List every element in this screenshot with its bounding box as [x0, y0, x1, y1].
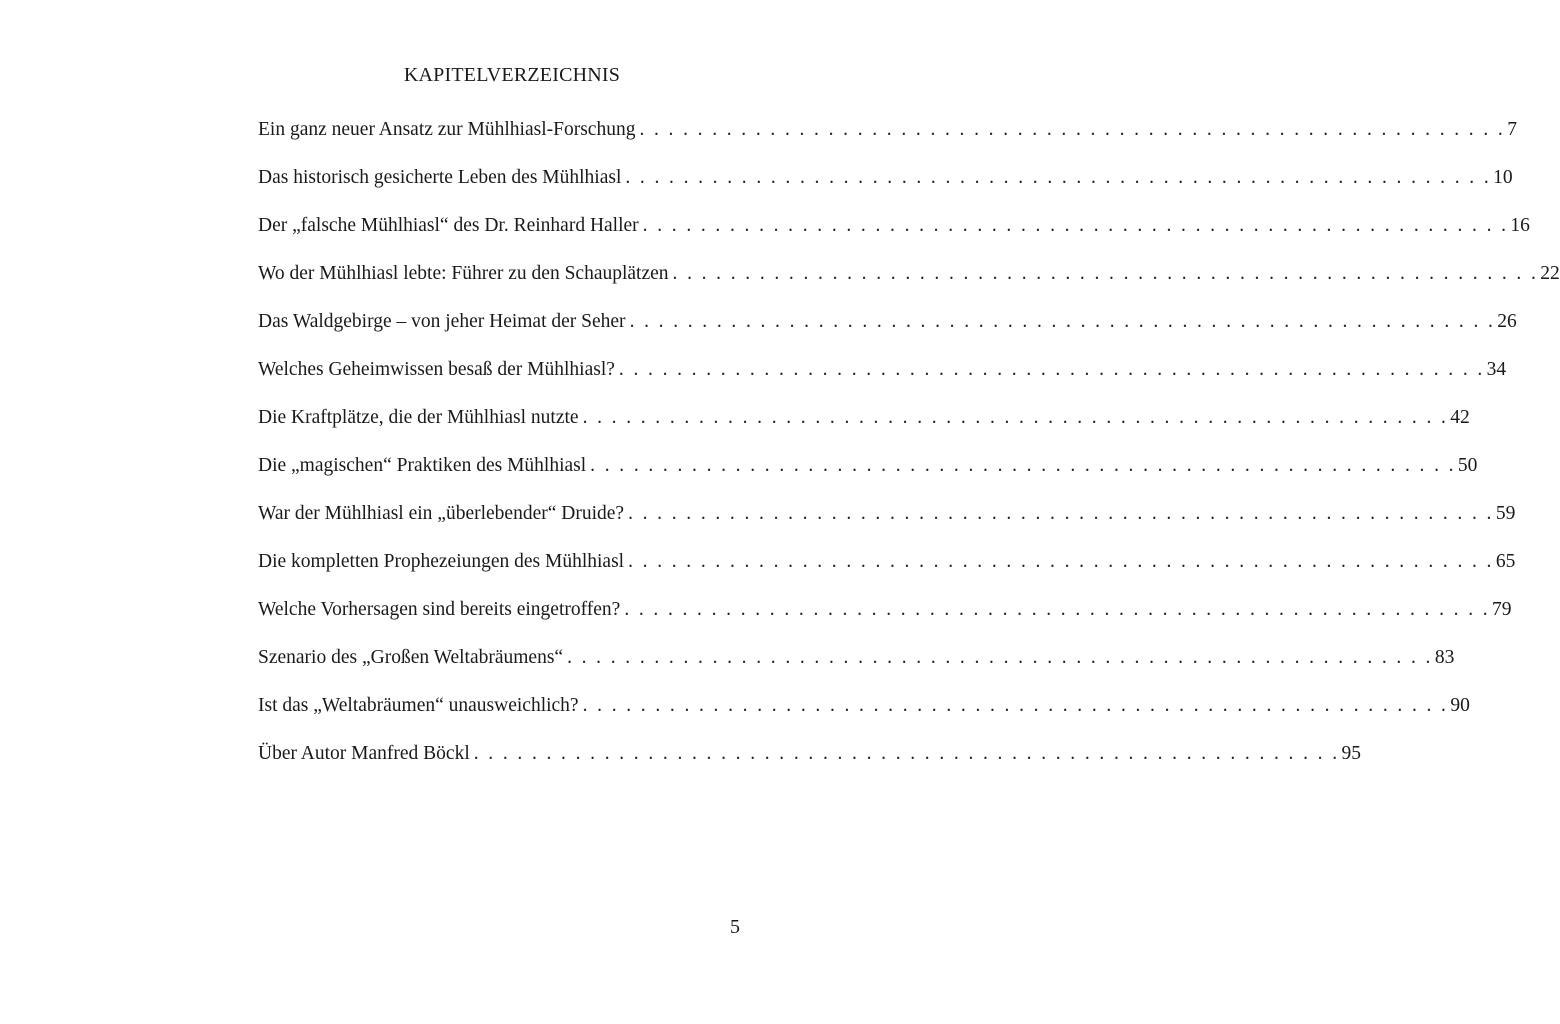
- toc-entry-page: 50: [1457, 455, 1478, 476]
- toc-entry-title: Ist das „Weltabräumen“ unausweichlich?: [258, 695, 579, 716]
- toc-entry-page: 34: [1486, 359, 1507, 380]
- toc-entry-title: Das historisch gesicherte Leben des Mühlhiasl: [258, 167, 622, 188]
- toc-entry-title: Ein ganz neuer Ansatz zur Mühlhiasl-Forschung: [258, 119, 636, 140]
- toc-heading: KAPITELVERZEICHNIS: [403, 64, 621, 86]
- toc-entry: [258, 498, 1516, 546]
- toc-entry-page: 65: [1495, 551, 1516, 572]
- toc-entry-page: 16: [1510, 215, 1530, 236]
- toc-dot-leader: . . . . . . . . . . . . . . . . . . . . . . . . . . . . . . . . . . . . . . . . . . . . . . . . . . . . . . . . . . . .: [629, 311, 1496, 332]
- toc-entry-page: 79: [1492, 599, 1512, 620]
- toc-entry-page: 90: [1450, 695, 1470, 716]
- toc-entry-page: 22: [1540, 263, 1560, 284]
- toc-entry: [258, 210, 1530, 258]
- toc-entry: [258, 354, 1507, 402]
- toc-dot-leader: . . . . . . . . . . . . . . . . . . . . . . . . . . . . . . . . . . . . . . . . . . . . . . . . . . . . . . . . . . . .: [618, 359, 1485, 380]
- toc-entry-page: 59: [1495, 503, 1516, 524]
- toc-dot-leader: . . . . . . . . . . . . . . . . . . . . . . . . . . . . . . . . . . . . . . . . . . . . . . . . . . . . . . . . . . . .: [590, 455, 1456, 476]
- toc-dot-leader: . . . . . . . . . . . . . . . . . . . . . . . . . . . . . . . . . . . . . . . . . . . . . . . . . . . . . . . . . . . .: [639, 119, 1506, 140]
- toc-entry: [258, 306, 1517, 354]
- toc-dot-leader: . . . . . . . . . . . . . . . . . . . . . . . . . . . . . . . . . . . . . . . . . . . . . . . . . . . . . . . . . . . .: [582, 695, 1449, 716]
- page-number: 5: [730, 916, 740, 938]
- toc-entry-page: 42: [1450, 407, 1470, 428]
- table-of-contents: [258, 114, 1560, 786]
- toc-dot-leader: . . . . . . . . . . . . . . . . . . . . . . . . . . . . . . . . . . . . . . . . . . . . . . . . . . . . . . . . . . . .: [628, 503, 1494, 524]
- toc-entry-title: Die „magischen“ Praktiken des Mühlhiasl: [258, 455, 587, 476]
- toc-entry-page: 10: [1493, 167, 1513, 188]
- toc-entry-title: Welche Vorhersagen sind bereits eingetroffen?: [258, 599, 621, 620]
- toc-entry-page: 95: [1341, 743, 1361, 764]
- toc-entry-title: Die Kraftplätze, die der Mühlhiasl nutzte: [258, 407, 579, 428]
- toc-dot-leader: . . . . . . . . . . . . . . . . . . . . . . . . . . . . . . . . . . . . . . . . . . . . . . . . . . . . . . . . . . . .: [582, 407, 1449, 428]
- toc-entry: [258, 258, 1560, 306]
- toc-entry: [258, 690, 1470, 738]
- toc-dot-leader: . . . . . . . . . . . . . . . . . . . . . . . . . . . . . . . . . . . . . . . . . . . . . . . . . . . . . . . . . . . .: [473, 743, 1340, 764]
- toc-dot-leader: . . . . . . . . . . . . . . . . . . . . . . . . . . . . . . . . . . . . . . . . . . . . . . . . . . . . . . . . . . . .: [625, 167, 1492, 188]
- toc-dot-leader: . . . . . . . . . . . . . . . . . . . . . . . . . . . . . . . . . . . . . . . . . . . . . . . . . . . . . . . . . . . .: [672, 263, 1539, 284]
- toc-entry-title: Szenario des „Großen Weltabräumens“: [258, 647, 564, 668]
- toc-dot-leader: . . . . . . . . . . . . . . . . . . . . . . . . . . . . . . . . . . . . . . . . . . . . . . . . . . . . . . . . . . . .: [624, 599, 1491, 620]
- toc-entry-title: Über Autor Manfred Böckl: [258, 743, 470, 764]
- toc-entry: [258, 546, 1516, 594]
- toc-entry: [258, 642, 1455, 690]
- toc-dot-leader: . . . . . . . . . . . . . . . . . . . . . . . . . . . . . . . . . . . . . . . . . . . . . . . . . . . . . . . . . . . .: [642, 215, 1509, 236]
- toc-dot-leader: . . . . . . . . . . . . . . . . . . . . . . . . . . . . . . . . . . . . . . . . . . . . . . . . . . . . . . . . . . . .: [628, 551, 1494, 572]
- toc-entry: [258, 114, 1517, 162]
- toc-entry: [258, 450, 1478, 498]
- toc-entry-title: Welches Geheimwissen besaß der Mühlhiasl?: [258, 359, 615, 380]
- toc-entry-title: War der Mühlhiasl ein „überlebender“ Druide?: [258, 503, 625, 524]
- toc-entry: [258, 594, 1512, 642]
- toc-entry-title: Der „falsche Mühlhiasl“ des Dr. Reinhard Haller: [258, 215, 639, 236]
- toc-entry: [258, 162, 1513, 210]
- toc-entry-page: 26: [1497, 311, 1517, 332]
- toc-dot-leader: . . . . . . . . . . . . . . . . . . . . . . . . . . . . . . . . . . . . . . . . . . . . . . . . . . . . . . . . . . . .: [567, 647, 1433, 668]
- toc-entry-title: Das Waldgebirge – von jeher Heimat der Seher: [258, 311, 626, 332]
- toc-entry-page: 7: [1507, 119, 1517, 140]
- toc-entry-page: 83: [1434, 647, 1455, 668]
- toc-entry: [258, 738, 1361, 786]
- toc-entry-title: Wo der Mühlhiasl lebte: Führer zu den Schauplätzen: [258, 263, 669, 284]
- toc-entry-title: Die kompletten Prophezeiungen des Mühlhiasl: [258, 551, 625, 572]
- toc-entry: [258, 402, 1470, 450]
